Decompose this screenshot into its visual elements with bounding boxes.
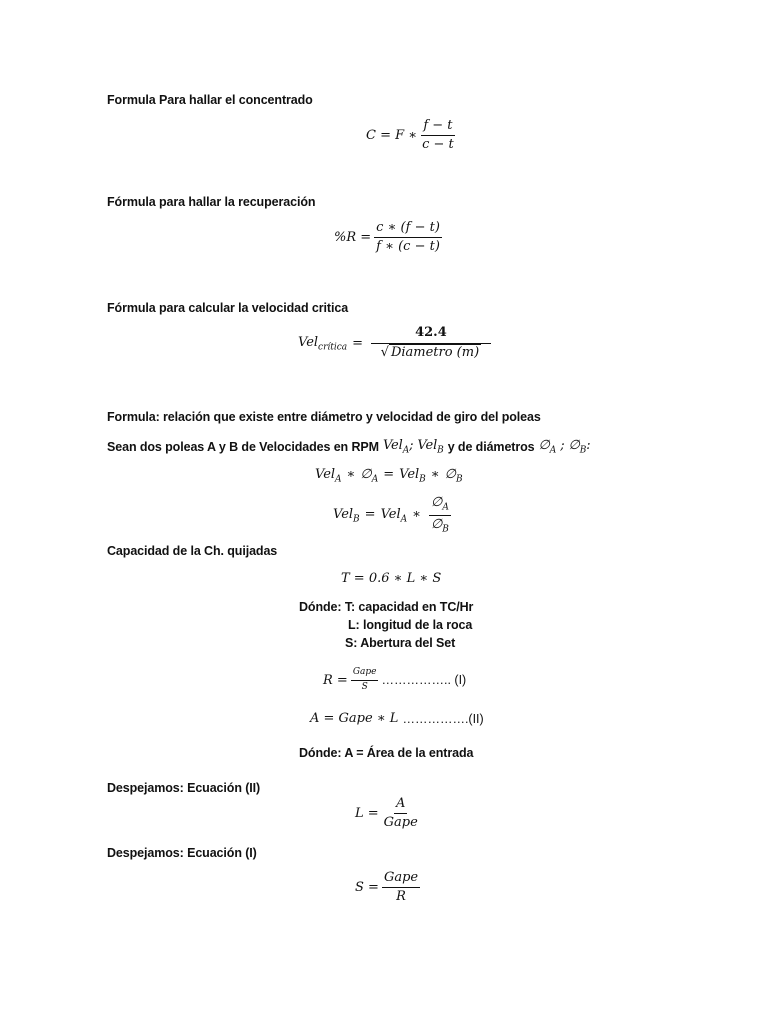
l-denominator: Gape [383, 815, 418, 831]
s-numerator: Gape [382, 871, 420, 888]
recuperacion-formula [334, 221, 445, 255]
s-denominator: R [396, 889, 406, 905]
recuperacion-numerator: c ∗ (f − t) [374, 221, 442, 238]
velocidad-lhs [298, 335, 347, 353]
poleas-numerator: $\emptyset_A$ [429, 496, 451, 516]
l-lhs: L = [355, 806, 379, 822]
r-denominator: S [361, 681, 368, 692]
donde-l: L: longitud de la roca [348, 618, 473, 632]
l-formula [355, 797, 423, 831]
poleas-formula-1 [315, 467, 463, 485]
poleas-formula-2 [333, 496, 454, 536]
recuperacion-lhs: %R = [334, 230, 372, 246]
donde-area: Dónde: A = Área de la entrada [299, 746, 474, 760]
despejamos-2-heading: Despejamos: Ecuación (II) [107, 781, 261, 795]
poleas-heading: Formula: relación que existe entre diámetro y velocidad de giro del poleas [107, 410, 541, 424]
velocidad-heading: Fórmula para calcular la velocidad critica [107, 301, 349, 315]
concentrado-numerator: f − t [421, 119, 454, 136]
concentrado-lhs: C = F ∗ [366, 128, 418, 144]
recuperacion-fraction [374, 221, 442, 255]
s-formula [355, 871, 423, 905]
vel-subscript: crítica [318, 342, 348, 353]
s-lhs: S = [355, 880, 379, 896]
poleas-eq2-lhs: Vel$_B$ = Vel$_A$ ∗ [333, 507, 421, 525]
s-fraction [382, 871, 420, 905]
velocidad-numerator: 42.4 [371, 326, 491, 344]
poleas-intro-b: y de diámetros [447, 439, 535, 454]
poleas-eq1: Vel$_A$ ∗ $\emptyset_A = Vel_B$ ∗ $\emptyset_B$ [315, 467, 463, 485]
concentrado-fraction [420, 119, 456, 153]
sqrt-icon: √ [380, 345, 389, 361]
r-lhs: R = [323, 672, 348, 688]
poleas-fraction [429, 496, 451, 536]
poleas-diam-symbols: $\emptyset_A$ ; $\emptyset_B$: [538, 438, 591, 456]
poleas-intro-a: Sean dos poleas A y B de Velocidades en RPM [107, 439, 379, 454]
r-numerator: Gape [351, 668, 379, 681]
capacidad-formula: T = 0.6 ∗ L ∗ S [341, 571, 442, 586]
r-formula [323, 668, 466, 693]
concentrado-heading: Formula Para hallar el concentrado [107, 93, 313, 107]
concentrado-denominator: c − t [422, 137, 454, 153]
l-numerator: A [394, 797, 407, 814]
donde-t: Dónde: T: capacidad en TC/Hr [299, 600, 474, 614]
recuperacion-denominator: f ∗ (c − t) [376, 239, 440, 255]
velocidad-denominator [379, 344, 484, 360]
r-fraction [351, 668, 379, 693]
velocidad-formula [298, 326, 494, 361]
l-fraction [382, 797, 420, 831]
equals-sign: = [352, 335, 364, 351]
donde-s: S: Abertura del Set [345, 636, 456, 650]
r-tail: …………….. (I) [381, 673, 467, 688]
velocidad-fraction [371, 326, 491, 361]
a-formula [310, 711, 484, 726]
sqrt-content: Diametro (m) [390, 345, 480, 361]
despejamos-1-heading: Despejamos: Ecuación (I) [107, 846, 257, 860]
recuperacion-heading: Fórmula para hallar la recuperación [107, 195, 316, 209]
capacidad-heading: Capacidad de la Ch. quijadas [107, 544, 278, 558]
poleas-denominator: $\emptyset_B$ [430, 517, 449, 536]
vel-base: Vel [298, 334, 319, 350]
poleas-vel-symbols: Vel$_A$; Vel$_B$ [382, 438, 444, 456]
poleas-intro [107, 438, 591, 456]
a-eq: A = Gape ∗ L [310, 711, 399, 726]
concentrado-formula [366, 119, 459, 153]
a-tail: …………….(II) [402, 711, 484, 726]
